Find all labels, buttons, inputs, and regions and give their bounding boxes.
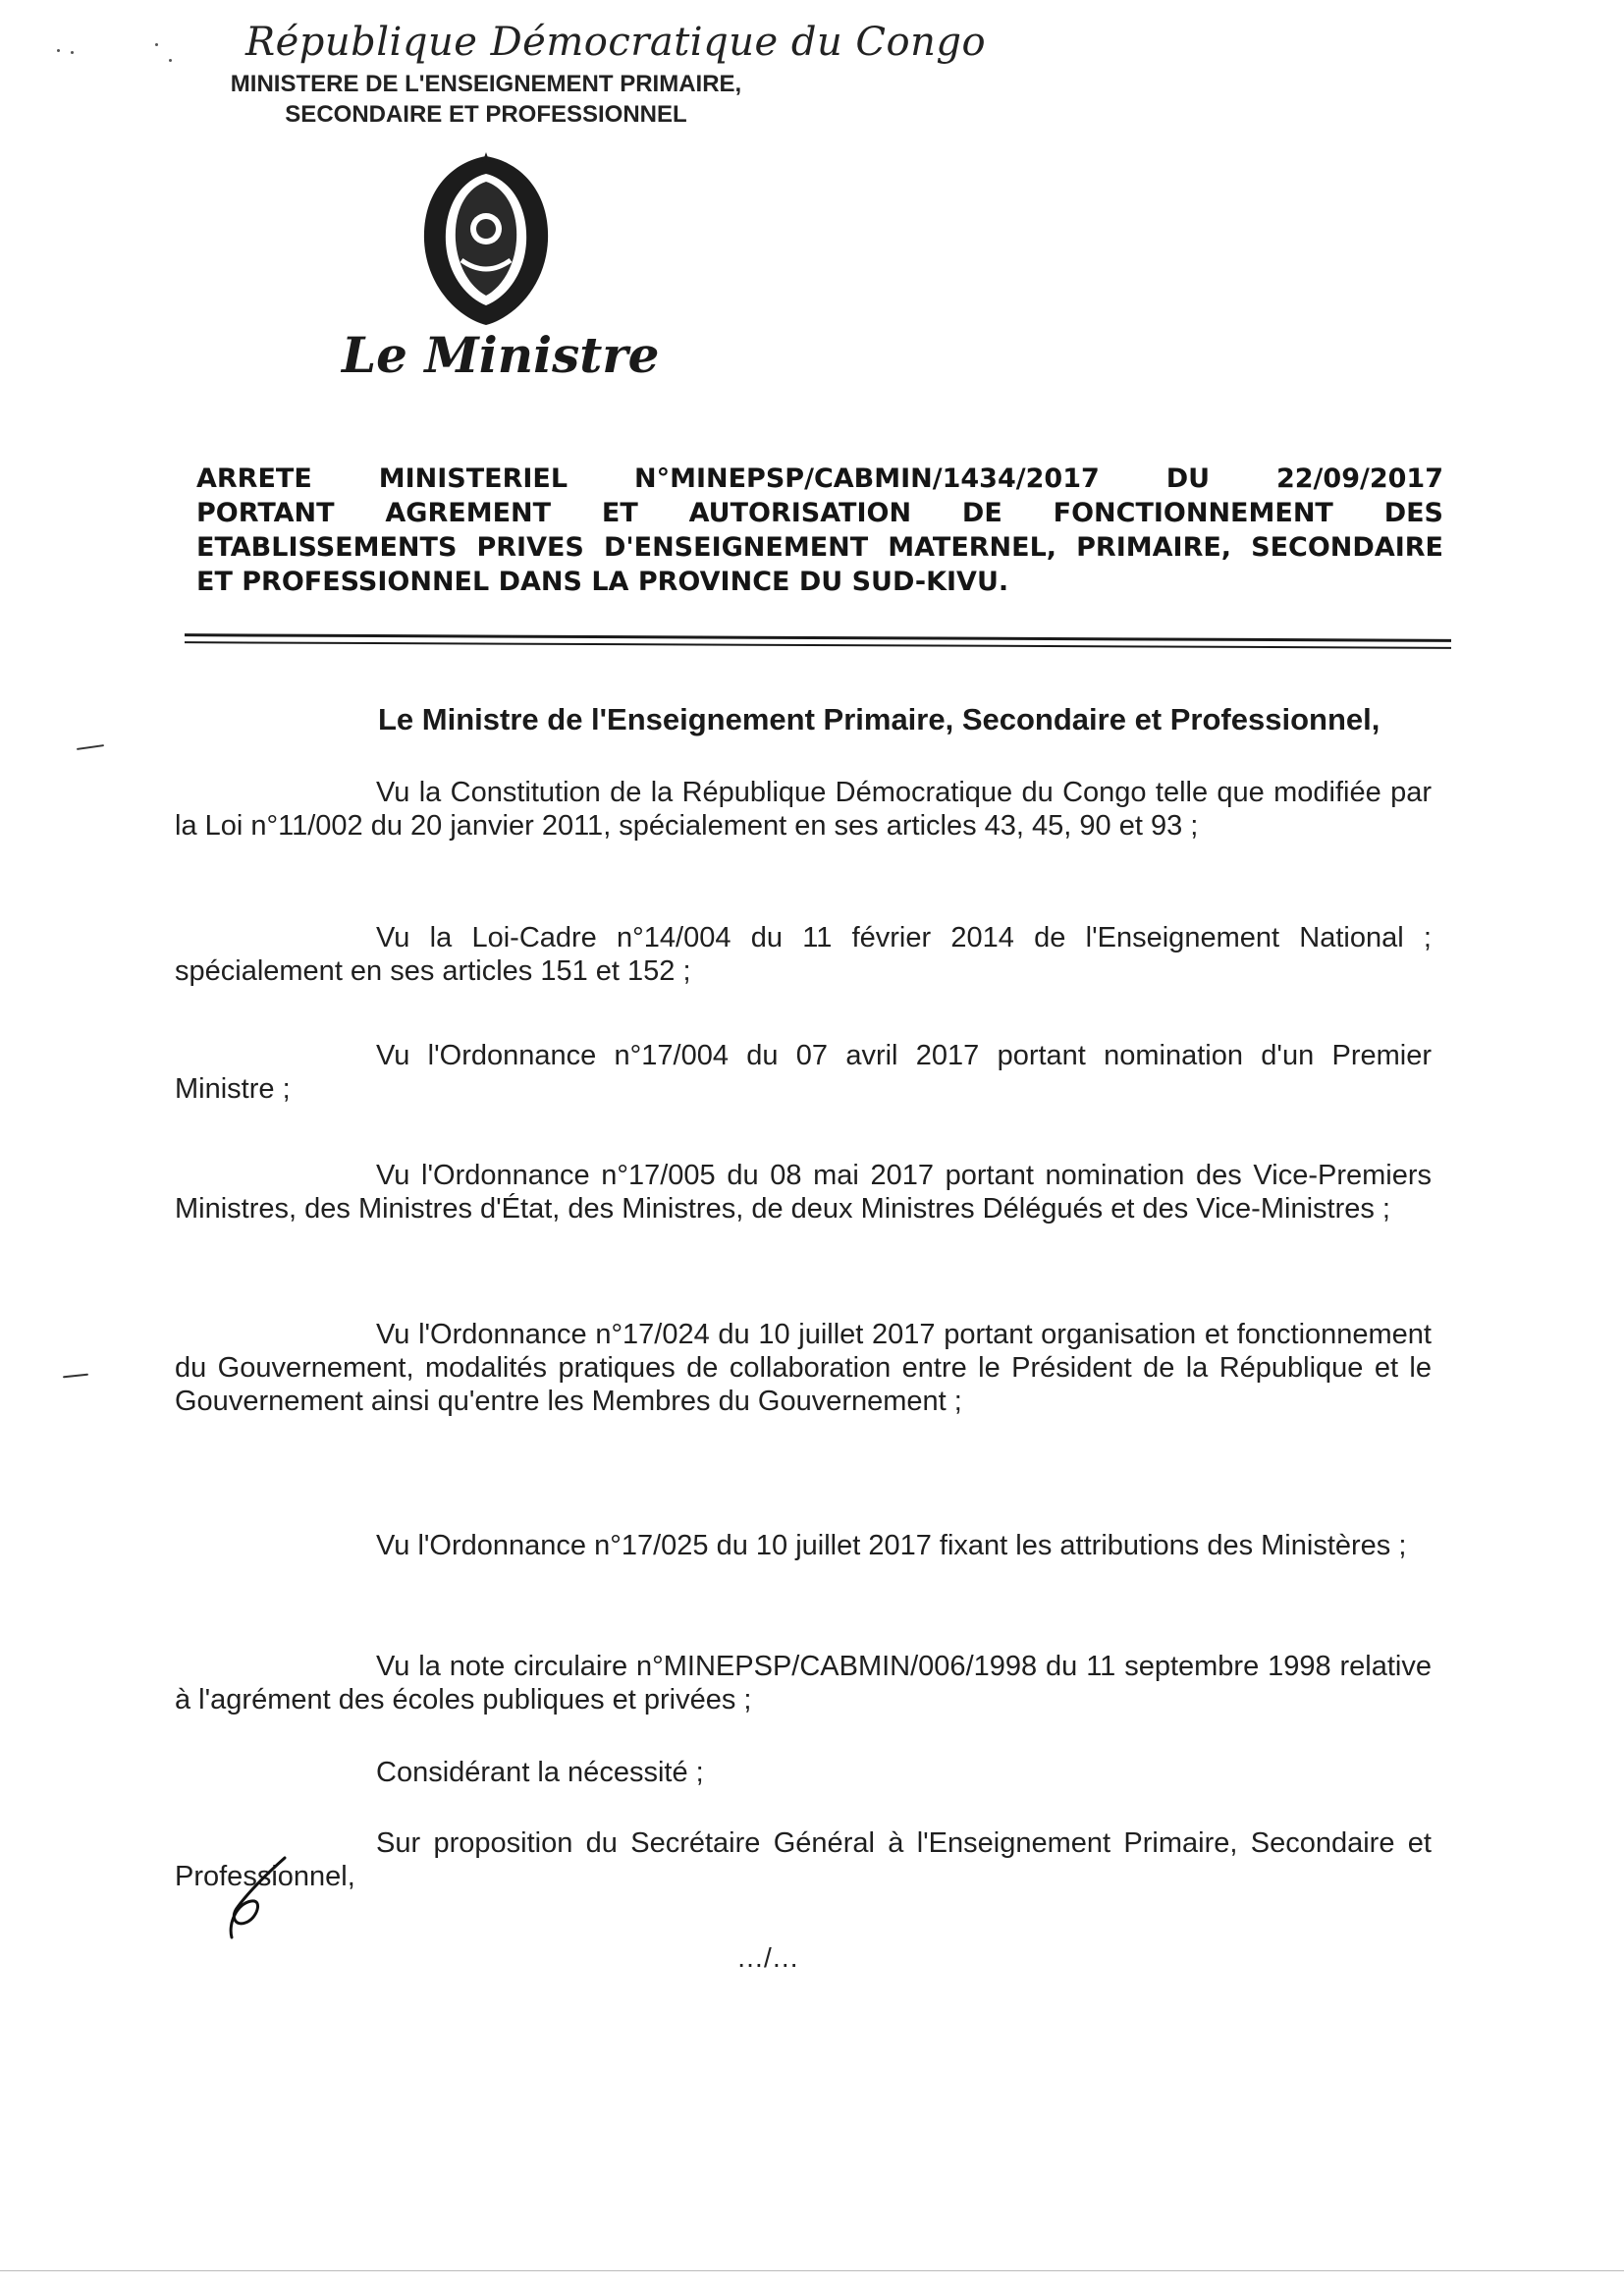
ministry-line-2: SECONDAIRE ET PROFESSIONNEL xyxy=(285,101,687,128)
margin-mark xyxy=(63,1374,88,1379)
recital-paragraph: Vu l'Ordonnance n°17/024 du 10 juillet 2017 portant organisation et fonctionnement du Gouvernement, modalités pratiques de collaboration entre le Président de la République et le Gouvernement ainsi qu'entre les Membres du Gouvernement ; xyxy=(175,1319,1432,1417)
scan-speck xyxy=(71,51,74,54)
scan-speck xyxy=(169,59,172,62)
ministry-line-1: MINISTERE DE L'ENSEIGNEMENT PRIMAIRE, xyxy=(230,71,742,97)
scan-speck xyxy=(57,49,60,52)
recital-paragraph: Considérant la nécessité ; xyxy=(376,1757,704,1788)
margin-mark xyxy=(77,744,104,750)
scan-speck xyxy=(155,43,158,46)
recital-paragraph: Vu l'Ordonnance n°17/004 du 07 avril 2017 portant nomination d'un Premier Ministre ; xyxy=(175,1040,1432,1105)
handwritten-initial-mark xyxy=(224,1854,293,1942)
republique-heading: République Démocratique du Congo xyxy=(245,20,987,65)
scan-edge-line xyxy=(0,2270,1624,2271)
decree-title xyxy=(196,462,1443,599)
title-line-4: ET PROFESSIONNEL DANS LA PROVINCE DU SUD-KIVU. xyxy=(196,567,1009,597)
minister-heading: Le Ministre de l'Enseignement Primaire, Secondaire et Professionnel, xyxy=(378,702,1380,736)
title-line-1: ARRETE MINISTERIEL N°MINEPSP/CABMIN/1434/2017 DU 22/09/2017 xyxy=(196,463,1443,494)
recital-paragraph: Sur proposition du Secrétaire Général à l'Enseignement Primaire, Secondaire et Professionnel, xyxy=(175,1827,1432,1892)
recital-paragraph: Vu la Constitution de la République Démocratique du Congo telle que modifiée par la Loi n°11/002 du 20 janvier 2011, spécialement en ses articles 43, 45, 90 et 93 ; xyxy=(175,777,1432,842)
recital-paragraph: Vu la Loi-Cadre n°14/004 du 11 février 2014 de l'Enseignement National ; spécialement en ses articles 151 et 152 ; xyxy=(175,922,1432,987)
le-ministre-heading: Le Ministre xyxy=(342,326,660,384)
ministry-name xyxy=(226,69,746,130)
title-line-3: ETABLISSEMENTS PRIVES D'ENSEIGNEMENT MATERNEL, PRIMAIRE, SECONDAIRE xyxy=(196,532,1443,563)
page-continuation: …/… xyxy=(736,1942,799,1973)
recital-paragraph: Vu l'Ordonnance n°17/025 du 10 juillet 2017 fixant les attributions des Ministères ; xyxy=(376,1530,1407,1561)
recital-paragraph: Vu la note circulaire n°MINEPSP/CABMIN/006/1998 du 11 septembre 1998 relative à l'agrément des écoles publiques et privées ; xyxy=(175,1651,1432,1715)
coat-of-arms-icon xyxy=(412,152,560,329)
title-line-2: PORTANT AGREMENT ET AUTORISATION DE FONCTIONNEMENT DES xyxy=(196,498,1443,528)
recital-paragraph: Vu l'Ordonnance n°17/005 du 08 mai 2017 portant nomination des Vice-Premiers Ministres, des Ministres d'État, des Ministres, de deux Ministres Délégués et des Vice-Ministres ; xyxy=(175,1160,1432,1225)
title-underline xyxy=(185,633,1451,642)
title-underline xyxy=(185,641,1451,649)
